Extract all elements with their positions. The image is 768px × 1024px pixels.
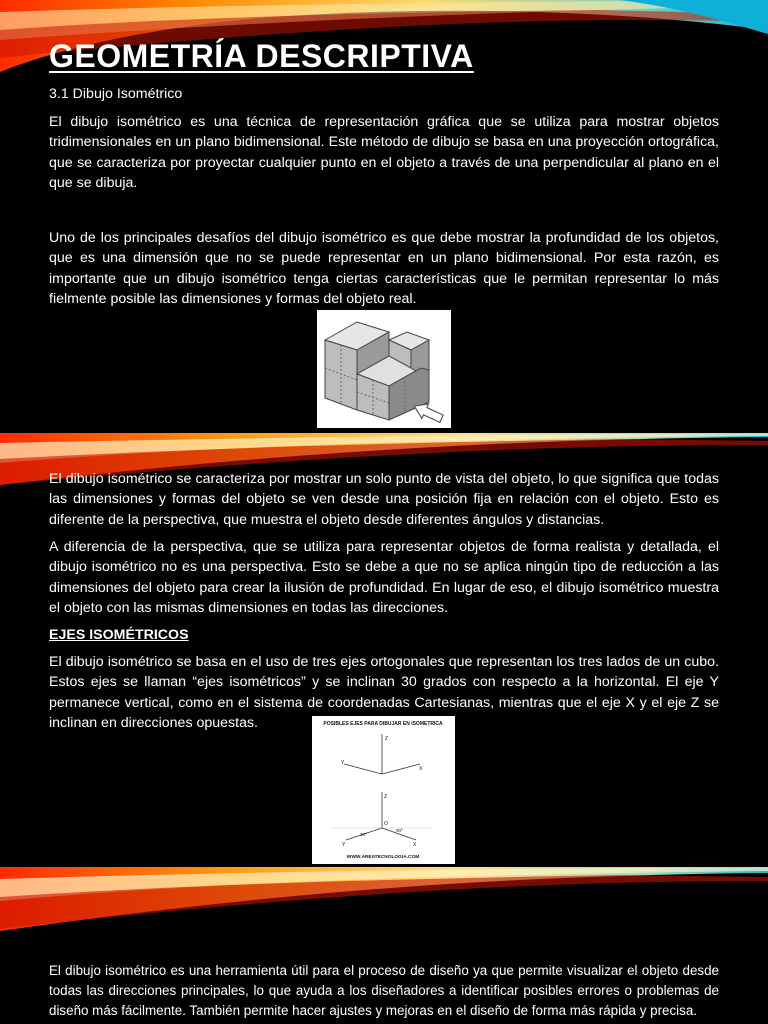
- slide-2: [0, 433, 768, 867]
- paragraph: Uno de los principales desafíos del dibujo isométrico es que debe mostrar la profundidad de los objetos, que es una dimensión que no se puede representar en un plano bidimensional. Por esta razón, es importante que un dibujo isométrico tenga ciertas características que le permitan representar lo más fielmente posible las dimensiones y formas del objeto real.: [49, 230, 719, 308]
- page-title: GEOMETRÍA DESCRIPTIVA: [49, 38, 474, 74]
- paragraph: El dibujo isométrico es una técnica de representación gráfica que se utiliza para mostrar objetos tridimensionales en un plano bidimensional. Este método de dibujo se basa en una proyección ortográfica, que se caracteriza por proyectar cualquier punto en el objeto a través de una perpendicular al plano en el que se dibuja.: [49, 114, 719, 192]
- angle-label-left: 30º: [360, 832, 367, 837]
- axis-label-x: X: [419, 766, 423, 772]
- figure-title: POSIBLES EJES PARA DIBUJAR EN ISOMETRICA: [323, 721, 443, 727]
- paragraph: A diferencia de la perspectiva, que se utiliza para representar objetos de forma realista y detallada, el dibujo isométrico no es una perspectiva. Esto se debe a que no se aplica ningún tipo de reducción a las dimensiones del objeto para crear la ilusión de profundidad. En lugar de eso, el dibujo isométrico muestra el objeto con las mismas dimensiones en todas las direcciones.: [49, 539, 719, 617]
- slide-1: [0, 0, 768, 433]
- axis-label-z: Z: [385, 736, 389, 742]
- axis-label-y: Y: [341, 760, 345, 766]
- isometric-axes-image: [312, 716, 455, 864]
- paragraph: El dibujo isométrico se basa en el uso de tres ejes ortogonales que representan los tres lados de un cubo. Estos ejes se llaman “ejes isométricos” y se inclinan 30 grados con respecto a la horizontal. El eje Y permanece vertical, como en el sistema de coordenadas Cartesianas, mientras que el eje X y el eje Z se inclinan en direcciones opuestas.: [49, 654, 719, 732]
- figure-footer-url: WWW.AREATECNOLOGIA.COM: [346, 855, 420, 860]
- paragraph: El dibujo isométrico se caracteriza por mostrar un solo punto de vista del objeto, lo que significa que todas las dimensiones y formas del objeto se ven desde una posición fija en relación con el objeto. Esto es diferente de la perspectiva, que muestra el objeto desde diferentes ángulos y distancias.: [49, 471, 719, 528]
- angle-label-right: 30º: [396, 828, 403, 833]
- axis-label-z-bottom: Z: [384, 794, 388, 800]
- origin-label: O: [384, 821, 388, 827]
- axis-label-y-bottom: Y: [342, 842, 346, 848]
- isometric-block-image: [317, 310, 451, 428]
- paragraph: El dibujo isométrico es una herramienta útil para el proceso de diseño ya que permite visualizar el objeto desde todas las direcciones principales, lo que ayuda a los diseñadores a identificar posibles errores o problemas de diseño más fácilmente. También permite hacer ajustes y mejoras en el diseño de forma más rápida y precisa.: [49, 963, 719, 1018]
- slide-3: [0, 867, 768, 1024]
- section-subtitle: 3.1 Dibujo Isométrico: [49, 86, 183, 102]
- axis-label-x-bottom: X: [413, 842, 417, 848]
- section-heading: EJES ISOMÉTRICOS: [49, 627, 189, 643]
- isometric-axes-drawing: [312, 716, 455, 864]
- isometric-block-drawing: [317, 310, 451, 428]
- slide-decoration-swoosh: [0, 867, 768, 957]
